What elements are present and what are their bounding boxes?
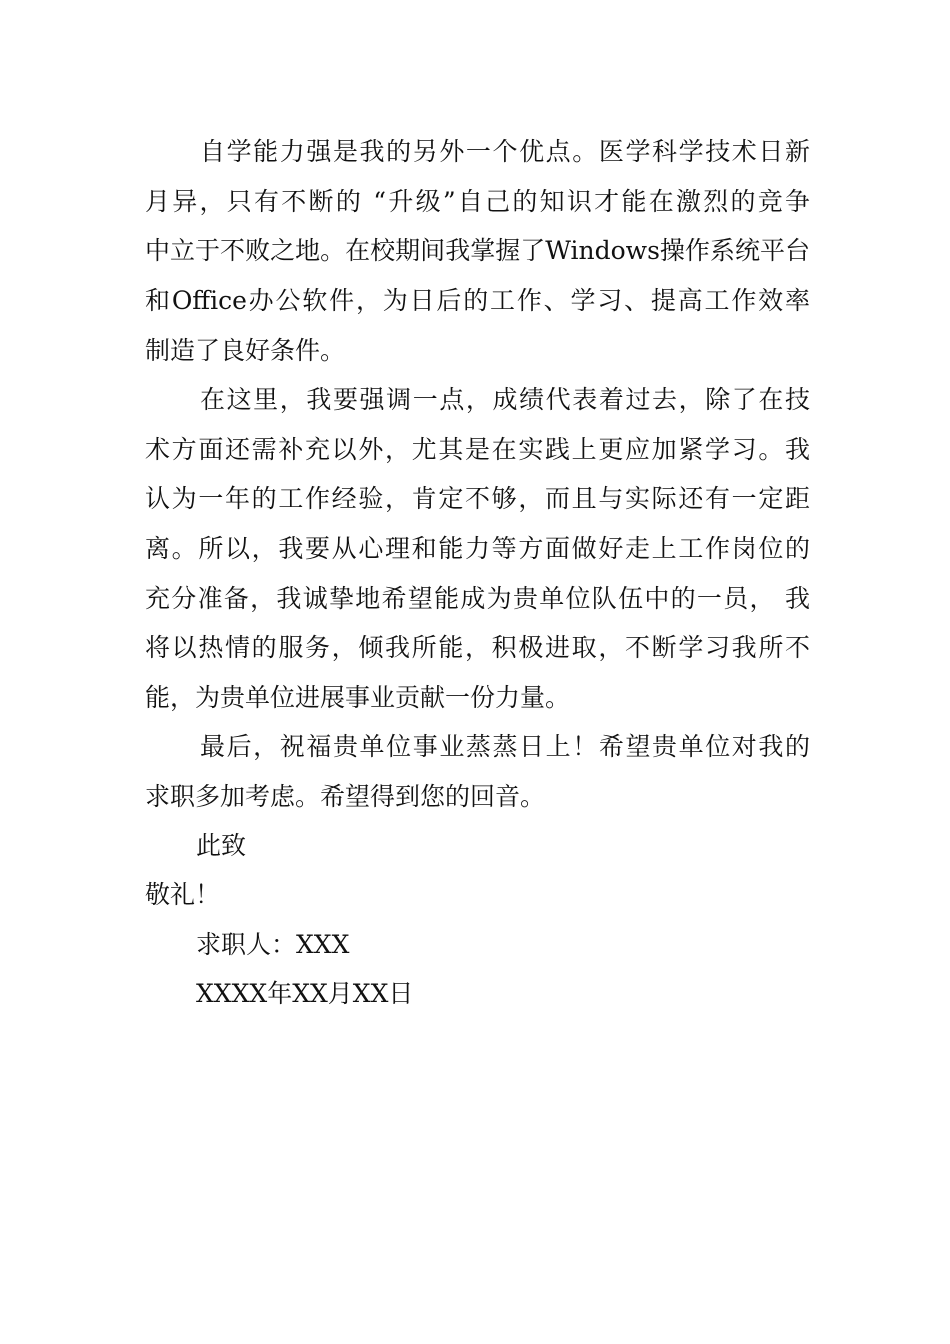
paragraph-2-line-3: 认为一年的工作经验，肯定不够，而且与实际还有一定距	[145, 484, 810, 513]
paragraph-1-line-5: 制造了良好条件。	[145, 336, 346, 365]
signature-applicant: 求职人：XXX	[196, 930, 350, 959]
paragraph-3-line-2: 求职多加考虑。希望得到您的回音。	[145, 782, 546, 811]
paragraph-2-line-5: 充分准备，我诚挚地希望能成为贵单位队伍中的一员， 我	[145, 584, 810, 613]
paragraph-2-line-2: 术方面还需补充以外，尤其是在实践上更应加紧学习。我	[145, 435, 810, 464]
closing-regards: 敬礼！	[145, 880, 221, 909]
paragraph-2-line-4: 离。所以，我要从心理和能力等方面做好走上工作岗位的	[145, 534, 810, 563]
paragraph-1-line-1: 自学能力强是我的另外一个优点。医学科学技术日新	[200, 137, 810, 166]
closing-salutation: 此致	[196, 831, 247, 860]
paragraph-2-line-7: 能，为贵单位进展事业贡献一份力量。	[145, 683, 571, 712]
paragraph-2-line-1: 在这里，我要强调一点，成绩代表着过去，除了在技	[200, 385, 810, 414]
signature-date: XXXX年XX月XX日	[196, 979, 414, 1008]
paragraph-1-line-2: 月异，只有不断的 “升级”自己的知识才能在激烈的竞争	[145, 187, 810, 216]
paragraph-3-line-1: 最后，祝福贵单位事业蒸蒸日上！希望贵单位对我的	[200, 732, 810, 761]
paragraph-2-line-6: 将以热情的服务，倾我所能，积极进取，不断学习我所不	[145, 633, 810, 662]
paragraph-1-line-3: 中立于不败之地。在校期间我掌握了Windows操作系统平台	[145, 236, 810, 265]
paragraph-1-line-4: 和Office办公软件，为日后的工作、学习、提高工作效率	[145, 286, 810, 315]
